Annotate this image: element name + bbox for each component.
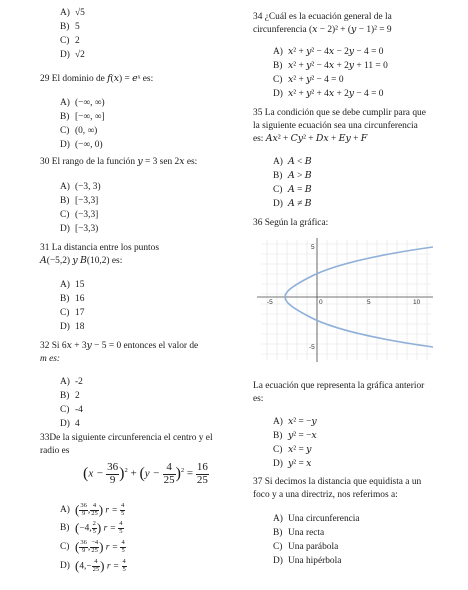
parabola-graph [253,236,433,364]
question-35-stem-line2: la siguiente ecuación sea una circunferencia [253,121,418,131]
x-tick-label: 10 [413,299,421,306]
option-b: B) 𝑦² = −𝑥 [273,431,317,441]
option-c: C) 𝐴 = 𝐵 [273,185,312,195]
option-b: B) Una recta [273,528,325,538]
option-c: C) 𝑥² + 𝑦² − 4 = 0 [273,75,344,85]
option-a: A) √5 [60,8,85,18]
option-b: B) (−4, $\frac{2}{5}$ ) r = $\frac{4}{5}$ [60,519,123,535]
question-32-stem-line1: 32 Si 6𝑥 + 3𝑦 − 5 = 0 entonces el valor de [40,341,199,351]
question-36-stem: 36 Según la gráfica: [253,218,329,228]
circle-equation: (x − $\frac{36}{9}$ )$^2$ + (y − $\frac{4}{25}$ )$^2$ = $\frac{16}{25}$ [83,461,208,486]
option-b: B) 5 [60,22,80,32]
option-c: C) (0, ∞) [60,126,98,136]
question-35-stem-line3: es: 𝐴𝑥² + 𝐶𝑦² + 𝐷𝑥 + 𝐸𝑦 + 𝐹 [253,134,368,144]
y-tick-label: -5 [309,344,315,351]
option-b: B) 2 [60,391,80,401]
question-30-stem: 30 El rango de la función 𝑦 = 3 sen 2𝑥 es: [40,157,198,167]
option-d: D) Una hipérbola [273,556,342,566]
option-c: C) 2 [60,36,80,46]
option-a: A) 𝑥² = −𝑦 [273,417,317,427]
option-c: C) ( $\frac{36}{9}$ , $\frac{-4}{25}$ ) r = $\frac{4}{5}$ [60,538,125,554]
question-34-stem-line1: 34 ¿Cuál es la ecuación general de la [253,12,392,22]
option-d: D) √2 [60,50,85,60]
option-c: C) 17 [60,308,85,318]
x-tick-label: -5 [267,299,273,306]
option-c: C) Una parábola [273,542,339,552]
question-33-stem-line1: 33De la siguiente circunferencia el centro y el [40,433,213,443]
option-d: D) [−3,3) [60,224,99,234]
option-d: D) 18 [60,322,85,332]
question-37-stem-line2: foco y a una directriz, nos referimos a: [253,490,398,500]
option-c: C) (−3,3] [60,210,99,220]
question-31-stem-line1: 31 La distancia entre los puntos [40,243,159,253]
option-b: B) [−∞, ∞] [60,112,105,122]
option-d: D) 𝐴 ≠ 𝐵 [273,199,312,209]
question-29-stem: 29 El dominio de 𝑓(𝑥) = 𝑒ˣ es: [40,74,154,84]
option-c: C) 𝑥² = 𝑦 [273,445,312,455]
option-d: D) 𝑦² = 𝑥 [273,459,312,469]
question-32-stem-line2: m es: [40,354,61,364]
option-b: B) 𝐴 > 𝐵 [273,171,312,181]
option-a: A) (−∞, ∞) [60,98,105,108]
option-a: A) ( $\frac{36}{9}$ , $\frac{4}{25}$ ) r = $\frac{4}{5}$ [60,501,125,517]
option-d: D) 𝑥² + 𝑦² + 4𝑥 + 2𝑦 − 4 = 0 [273,89,384,99]
x-tick-label: 0 [319,299,323,306]
option-b: B) 16 [60,294,85,304]
question-34-stem-line2: circunferencia (𝑥 − 2)² + (𝑦 − 1)² = 9 [253,25,392,35]
x-tick-label: 5 [367,299,371,306]
question-36-after-line1: La ecuación que representa la gráfica anterior [253,381,425,391]
y-tick-label: 5 [311,244,315,251]
option-a: A) 𝑥² + 𝑦² − 4𝑥 − 2𝑦 − 4 = 0 [273,47,384,57]
option-a: A) 𝐴 < 𝐵 [273,157,312,167]
option-b: B) [−3,3] [60,196,99,206]
option-d: D) 4 [60,419,80,429]
question-37-stem-line1: 37 Si decimos la distancia que equidista a un [253,477,422,487]
option-a: A) 15 [60,280,85,290]
question-31-stem-line2: 𝐴(−5,2) 𝑦 𝐵(10,2) es: [40,256,123,266]
question-33-stem-line2: radio es [40,446,70,456]
option-a: A) (−3, 3) [60,182,101,192]
question-35-stem-line1: 35 La condición que se debe cumplir para que [253,108,426,118]
option-d: D) (−∞, 0) [60,140,103,150]
option-b: B) 𝑥² + 𝑦² − 4𝑥 + 2𝑦 + 11 = 0 [273,61,388,71]
option-a: A) -2 [60,377,83,387]
option-c: C) -4 [60,405,83,415]
option-a: A) Una circunferencia [273,514,360,524]
question-36-after-line2: es: [253,394,264,404]
option-d: D) (4,− $\frac{4}{25}$ ) r = $\frac{4}{5}$ [60,557,126,573]
